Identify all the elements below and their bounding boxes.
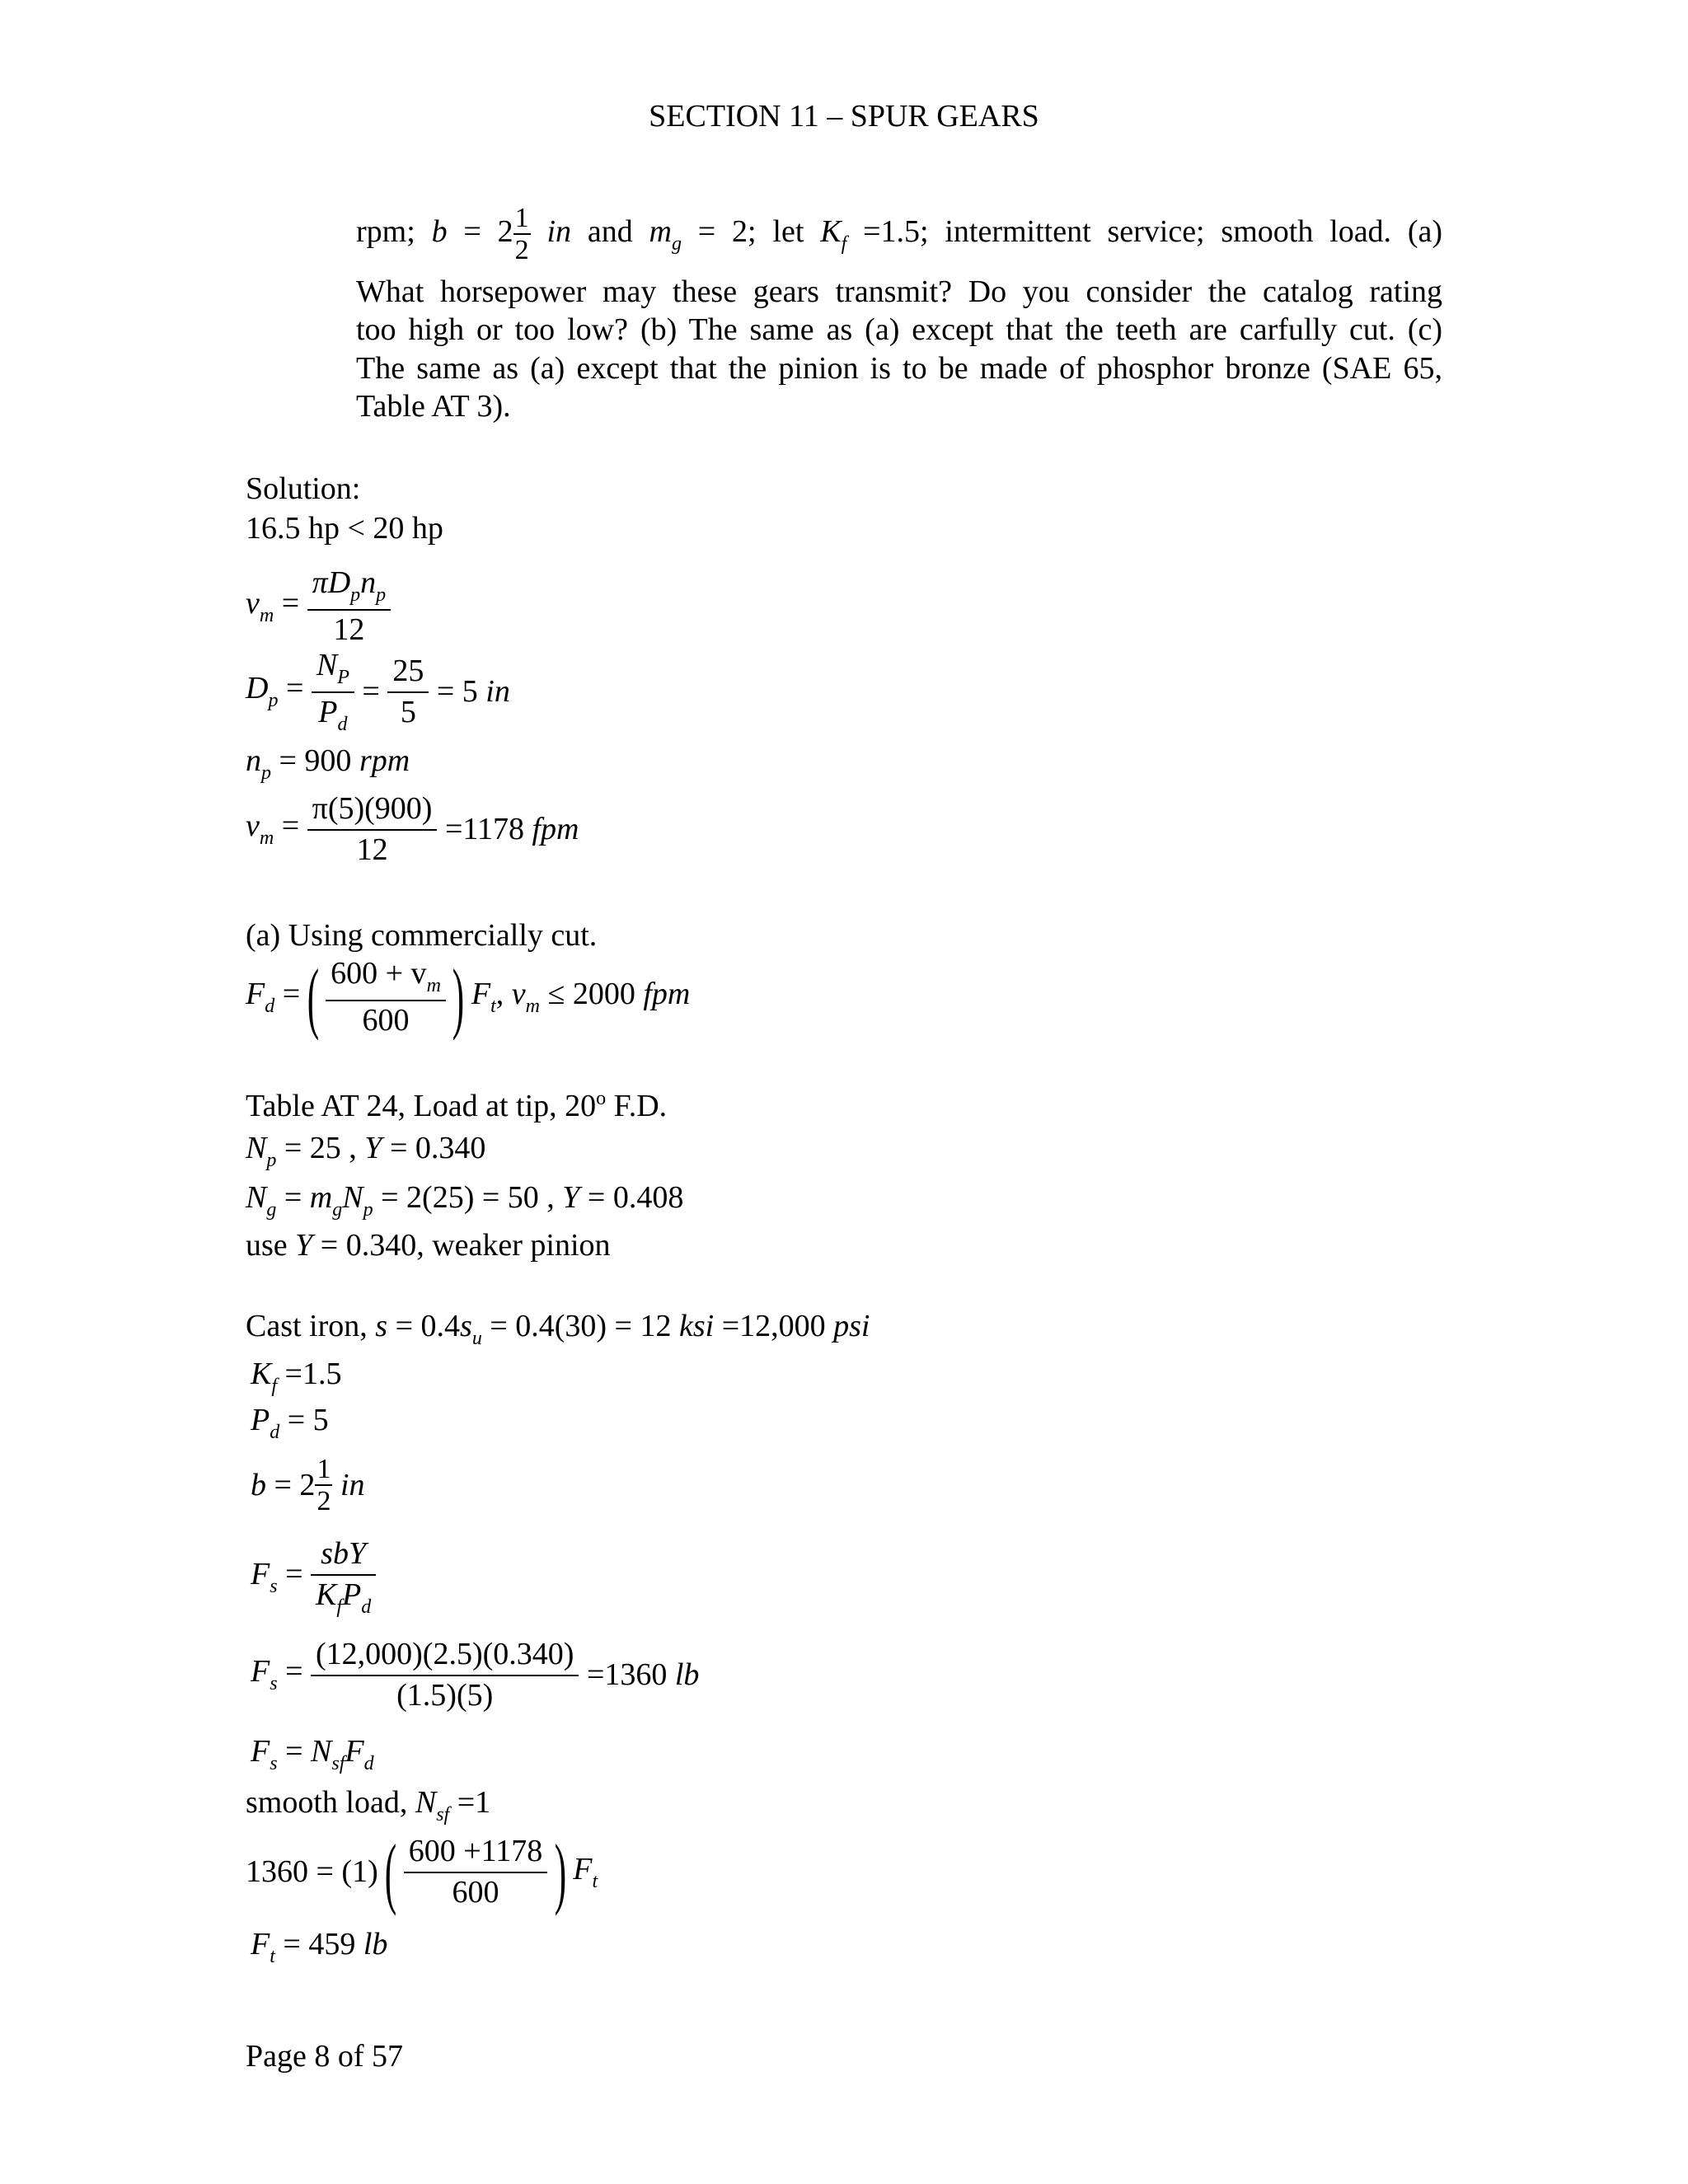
part-a-heading: (a) Using commercially cut. [246, 918, 598, 953]
problem-line-4: The same as (a) except that the pinion is to be made of phosphor bronze (SAE 65, [356, 350, 1442, 386]
ng-y-line: $N_g = m_gN_p = 2(25) = 50$ , Y = 0.408 [246, 1180, 684, 1221]
problem-line-3: too high or too low? (b) The same as (a) except that the teeth are carfully cut. (c) [356, 312, 1442, 348]
fd-equation: $F_d$ = ( $\frac{600 + v_m}{600}$ ) $F_t$, $v_m \le 2000$ fpm [246, 953, 691, 1042]
smooth-load-line: smooth load, $N_{sf} =1$ [246, 1785, 491, 1825]
use-y-line: use Y = 0.340, weaker pinion [246, 1228, 611, 1263]
fs-calc: $F_s$ = $\frac{(12,000)(2.5)(0.340)}{(1.5)(5)}$ =1360 lb [251, 1637, 700, 1713]
fs-formula: $F_s$ = $\frac{\text{sbY}}{K_fP_d}$ [251, 1536, 376, 1619]
kf-line: $K_f =1.5$ [251, 1357, 342, 1397]
problem-line-2: What horsepower may these gears transmit? Do you consider the catalog rating [356, 274, 1442, 309]
np-y-line: $N_p = 25$ , Y = 0.340 [246, 1131, 486, 1171]
vm-formula: $v_m$ = $\frac{\pi D_pn_p}{12}$ [246, 565, 391, 648]
cast-iron-line: Cast iron, $s = 0.4s_u = 0.4(30) = 12$ ksi =12,000 psi [246, 1309, 870, 1349]
fs-nsf-line: $F_s = N_{sf}F_d$ [251, 1734, 374, 1774]
page-header [0, 99, 1688, 135]
fraction: $\frac{1}{2}$ [514, 203, 529, 266]
vm-calc: $v_m$ = $\frac{\pi(5)(900)}{12}$ =1178 fpm [246, 791, 579, 867]
ft-result: $F_t = 459$ lb [251, 1927, 388, 1967]
b-line: b = 2 $\frac{1}{2}$ in [251, 1454, 365, 1517]
eq-1360: 1360 = (1) ( $\frac{600 +1178}{600}$ ) $F_t$ [246, 1828, 598, 1916]
page-number: Page 8 of 57 [246, 2039, 404, 2074]
section-title: SECTION 11 – SPUR GEARS [649, 99, 1039, 134]
pd-line: $P_d = 5$ [251, 1403, 329, 1443]
hp-line: 16.5 hp < 20 hp [246, 511, 443, 546]
solution-label: Solution: [246, 471, 361, 506]
dp-equation: $D_p$ = $\frac{N_P}{P_d}$ = $\frac{25}{5}$ = 5 in [246, 648, 510, 735]
problem-statement [356, 203, 1442, 425]
problem-line-5: Table AT 3). [356, 388, 511, 424]
problem-line-1: rpm; b = 2 $\frac{1}{2}$ in and $m_g = 2$; let $K_f =1.5$; intermittent service; smooth load. (a) [356, 203, 1443, 266]
np-equation: $n_p = 900$ rpm [246, 743, 410, 784]
table-reference: Table AT 24, Load at tip, 20$^o$ F.D. [246, 1088, 668, 1123]
